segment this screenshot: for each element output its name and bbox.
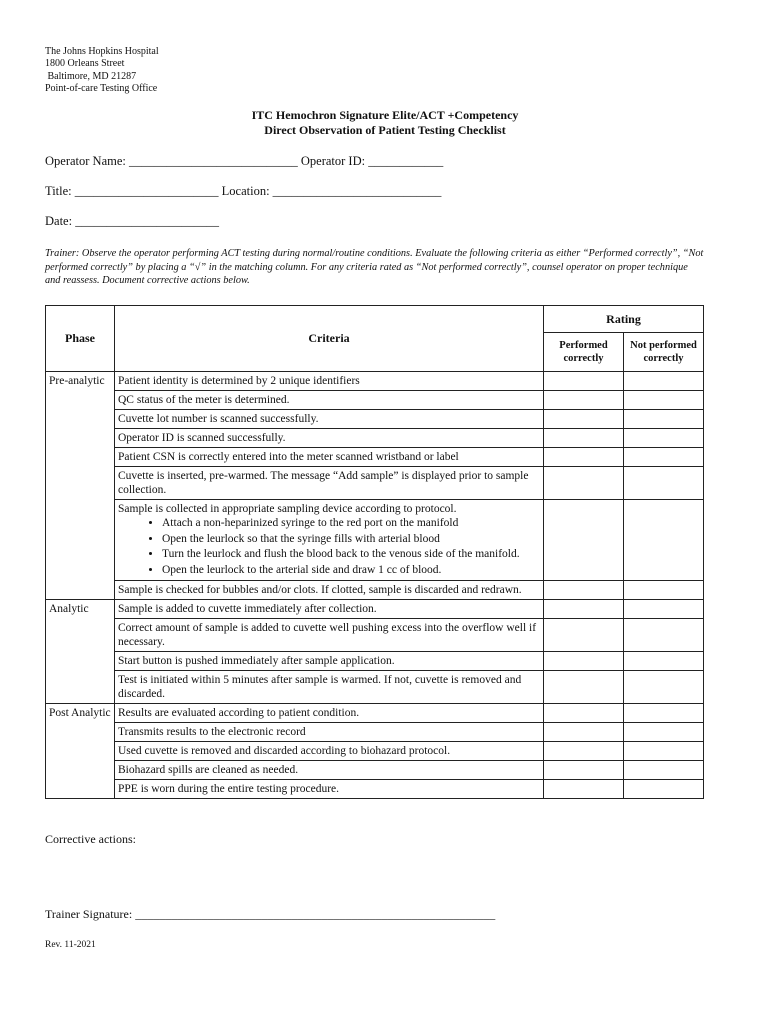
performed-checkbox[interactable] (544, 581, 624, 600)
phase-spacer (46, 761, 115, 780)
address-line: Baltimore, MD 21287 (45, 70, 137, 82)
criteria-text: Sample is collected in appropriate sampling device according to protocol. (118, 503, 457, 515)
criteria-cell: Sample is checked for bubbles and/or clots. If clotted, sample is discarded and redrawn. (115, 581, 544, 600)
not-performed-correctly-header: Not performed correctly (624, 333, 704, 372)
criteria-cell: Results are evaluated according to patient condition. (115, 704, 544, 723)
not-performed-checkbox[interactable] (624, 372, 704, 391)
sampling-steps-list (118, 516, 540, 578)
phase-analytic (46, 600, 115, 619)
not-performed-checkbox[interactable] (624, 391, 704, 410)
rating-header: Rating (544, 306, 704, 333)
phase-spacer (46, 429, 115, 448)
not-performed-checkbox[interactable] (624, 500, 704, 581)
performed-checkbox[interactable] (544, 391, 624, 410)
performed-checkbox[interactable] (544, 671, 624, 704)
performed-checkbox[interactable] (544, 780, 624, 799)
phase-post-analytic (46, 704, 115, 723)
criteria-cell: Transmits results to the electronic record (115, 723, 544, 742)
phase-spacer (46, 742, 115, 761)
sampling-step: • Open the leurlock to the arterial side and draw 1 cc of blood. (162, 563, 540, 579)
revision-label: Rev. 11-2021 (45, 940, 96, 950)
performed-correctly-header: Performed correctly (544, 333, 624, 372)
criteria-cell: Operator ID is scanned successfully. (115, 429, 544, 448)
phase-label: Analytic (49, 603, 89, 615)
title-line-1: ITC Hemochron Signature Elite/ACT +Competency (251, 108, 519, 122)
phase-spacer (46, 410, 115, 429)
performed-checkbox[interactable] (544, 704, 624, 723)
address-line: The Johns Hopkins Hospital (45, 46, 159, 57)
criteria-cell: PPE is worn during the entire testing procedure. (115, 780, 544, 799)
phase-spacer (46, 467, 115, 500)
phase-spacer (46, 391, 115, 410)
performed-checkbox[interactable] (544, 652, 624, 671)
criteria-cell: Correct amount of sample is added to cuvette well pushing excess into the overflow well if necessary. (115, 619, 544, 652)
operator-name-field[interactable]: Operator Name: ___________________________ Operator ID: ____________ (45, 154, 444, 168)
not-performed-checkbox[interactable] (624, 704, 704, 723)
checklist-table (45, 305, 704, 799)
criteria-cell: Biohazard spills are cleaned as needed. (115, 761, 544, 780)
performed-checkbox[interactable] (544, 410, 624, 429)
not-performed-checkbox[interactable] (624, 780, 704, 799)
performed-checkbox[interactable] (544, 723, 624, 742)
performed-checkbox[interactable] (544, 742, 624, 761)
criteria-header: Criteria (115, 306, 544, 372)
address-line: 1800 Orleans Street (45, 58, 125, 70)
phase-spacer (46, 652, 115, 671)
not-performed-checkbox[interactable] (624, 761, 704, 780)
performed-checkbox[interactable] (544, 467, 624, 500)
phase-spacer (46, 581, 115, 600)
phase-spacer (46, 780, 115, 799)
not-performed-checkbox[interactable] (624, 723, 704, 742)
criteria-cell: Sample is added to cuvette immediately after collection. (115, 600, 544, 619)
not-performed-checkbox[interactable] (624, 448, 704, 467)
not-performed-checkbox[interactable] (624, 429, 704, 448)
performed-checkbox[interactable] (544, 429, 624, 448)
not-performed-checkbox[interactable] (624, 581, 704, 600)
not-performed-checkbox[interactable] (624, 671, 704, 704)
criteria-cell: Cuvette lot number is scanned successfully. (115, 410, 544, 429)
criteria-cell-sampling (115, 500, 544, 581)
phase-spacer (46, 619, 115, 652)
criteria-cell: Used cuvette is removed and discarded according to biohazard protocol. (115, 742, 544, 761)
sampling-step: • Open the leurlock so that the syringe fills with arterial blood (162, 532, 540, 548)
sampling-step: • Turn the leurlock and flush the blood back to the venous side of the manifold. (162, 547, 540, 563)
phase-header: Phase (46, 306, 115, 372)
phase-pre-analytic (46, 372, 115, 391)
phase-spacer (46, 723, 115, 742)
not-performed-checkbox[interactable] (624, 652, 704, 671)
not-performed-checkbox[interactable] (624, 600, 704, 619)
trainer-signature-field[interactable]: Trainer Signature: ____________________________________________________________ (45, 907, 496, 921)
performed-checkbox[interactable] (544, 761, 624, 780)
trainer-instructions: Trainer: Observe the operator performing ACT testing during normal/routine conditions. Evaluate the following criteria as either “Performed correctly”, “Not performed correctly” by placing a “√” in the matching column. For any criteria rated as “Not performed correctly”, counsel operator on proper technique and reassess. Document corrective actions below. (45, 248, 704, 287)
corrective-actions-label: Corrective actions: (45, 832, 136, 846)
phase-spacer (46, 448, 115, 467)
not-performed-checkbox[interactable] (624, 410, 704, 429)
phase-spacer (46, 500, 115, 581)
sampling-step: • Attach a non-heparinized syringe to the red port on the manifold (162, 516, 540, 532)
document-title (0, 108, 770, 138)
criteria-cell: Patient identity is determined by 2 unique identifiers (115, 372, 544, 391)
address-line: Point-of-care Testing Office (45, 82, 158, 94)
not-performed-checkbox[interactable] (624, 742, 704, 761)
criteria-cell: Start button is pushed immediately after sample application. (115, 652, 544, 671)
phase-label: Post Analytic (49, 707, 111, 719)
phase-label: Pre-analytic (49, 375, 105, 387)
phase-spacer (46, 671, 115, 704)
hospital-address (45, 46, 159, 95)
criteria-cell: Cuvette is inserted, pre-warmed. The message “Add sample” is displayed prior to sample collection. (115, 467, 544, 500)
performed-checkbox[interactable] (544, 372, 624, 391)
not-performed-checkbox[interactable] (624, 467, 704, 500)
performed-checkbox[interactable] (544, 500, 624, 581)
performed-checkbox[interactable] (544, 619, 624, 652)
criteria-cell: Patient CSN is correctly entered into the meter scanned wristband or label (115, 448, 544, 467)
criteria-cell: QC status of the meter is determined. (115, 391, 544, 410)
title-line-2: Direct Observation of Patient Testing Checklist (264, 123, 506, 137)
title-location-field[interactable]: Title: _______________________ Location: ___________________________ (45, 184, 442, 198)
date-field[interactable]: Date: _______________________ (45, 214, 219, 228)
performed-checkbox[interactable] (544, 600, 624, 619)
criteria-cell: Test is initiated within 5 minutes after sample is warmed. If not, cuvette is removed and discarded. (115, 671, 544, 704)
not-performed-checkbox[interactable] (624, 619, 704, 652)
performed-checkbox[interactable] (544, 448, 624, 467)
